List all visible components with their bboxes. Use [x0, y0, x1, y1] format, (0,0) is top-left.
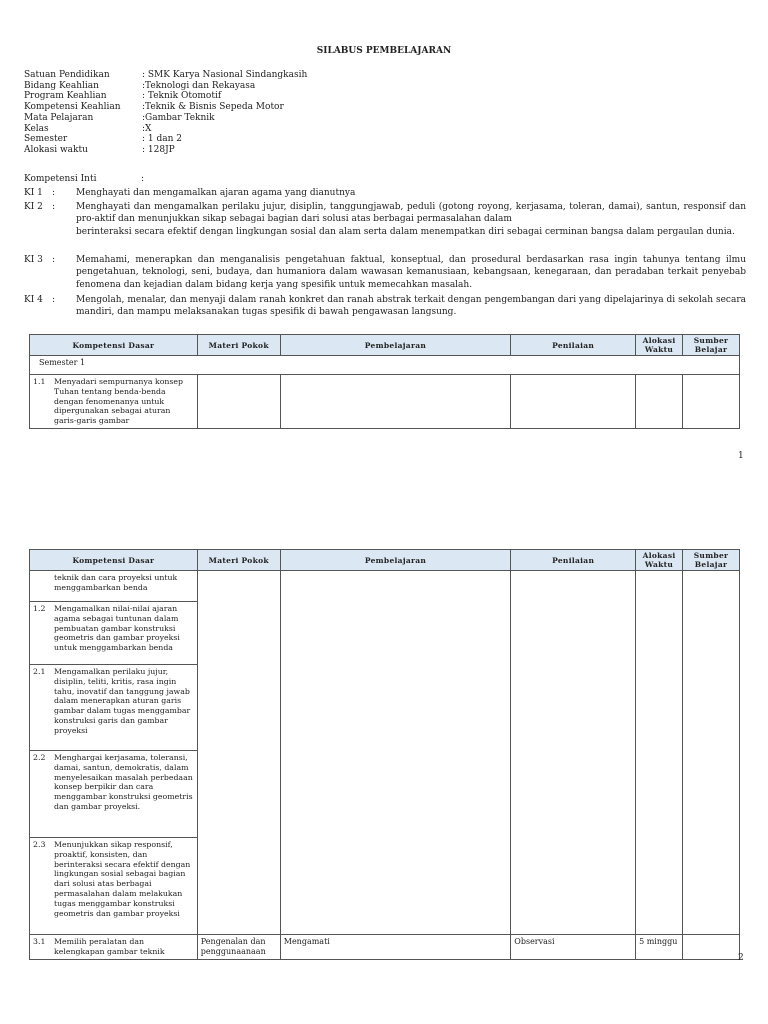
meta-value: :Teknologi dan Rekayasa — [142, 80, 256, 91]
kd-text: Mengamalkan nilai-nilai ajaran agama sebagai tuntunan dalam pembuatan gambar konstruksi geometris dan gambar proyeksi untuk menggambarkan benda — [54, 604, 180, 653]
table-row — [30, 571, 740, 602]
ki-heading — [24, 174, 145, 184]
page-number: 1 — [738, 451, 744, 461]
kd-number: 2.2 — [33, 753, 46, 762]
meta-value: :Teknik & Bisnis Sepeda Motor — [142, 102, 284, 113]
semester-label: Semester 1 — [30, 356, 740, 375]
meta-value: :X — [142, 123, 152, 134]
kd-number: 3.1 — [33, 937, 46, 946]
pembelajaran-cell: Mengamati — [280, 935, 511, 960]
header-penilaian: Penilaian — [511, 335, 636, 356]
meta-label: Bidang Keahlian — [24, 80, 99, 91]
kd-cell — [30, 571, 198, 602]
meta-value: : 128JP — [142, 144, 175, 155]
meta-row — [24, 91, 307, 102]
ki-colon: : — [52, 295, 56, 305]
meta-value: : Teknik Otomotif — [142, 91, 222, 102]
meta-label: Semester — [24, 134, 68, 145]
meta-label: Mata Pelajaran — [24, 112, 94, 123]
page-gap — [0, 470, 768, 520]
kd-cell — [30, 375, 198, 429]
kd-number: 2.1 — [33, 667, 46, 676]
ki-item-3 — [24, 254, 746, 291]
kd-text: Menghargai kerjasama, toleransi, damai, santun, demokratis, dalam menyelesaikan masalah perbedaan konsep berpikir dan cara menggambar konstruksi geometris dan gambar proyeksi. — [54, 753, 193, 811]
ki-item-4 — [24, 294, 746, 319]
page-2 — [0, 520, 768, 1024]
kd-text: teknik dan cara proyeksi untuk menggambarkan benda — [54, 573, 178, 592]
sumber-cell — [683, 571, 740, 935]
kd-cell — [30, 665, 198, 751]
meta-row — [24, 81, 307, 92]
page-number: 2 — [738, 953, 744, 963]
alokasi-cell — [636, 571, 683, 935]
ki-text: Menghayati dan mengamalkan ajaran agama yang dianutnya — [76, 188, 356, 198]
meta-label: Alokasi waktu — [24, 144, 88, 155]
header-materi-pokok: Materi Pokok — [197, 550, 280, 571]
pembelajaran-cell — [280, 571, 511, 935]
ki-item-2 — [24, 201, 746, 238]
meta-value: : SMK Karya Nasional Sindangkasih — [142, 70, 308, 80]
header-kompetensi-dasar: Kompetensi Dasar — [30, 335, 198, 356]
header-alokasi-waktu: Alokasi Waktu — [636, 550, 683, 571]
ki-text-continued: berinteraksi secara efektif dengan lingkungan sosial dan alam serta dalam menempatkan diri sebagai cerminan bangsa dalam pergaulan dunia. — [76, 226, 735, 237]
table-row — [30, 375, 740, 429]
header-materi-pokok: Materi Pokok — [197, 335, 280, 356]
meta-row — [24, 70, 307, 81]
sumber-cell — [683, 375, 740, 429]
kd-text: Mengamalkan perilaku jujur, disiplin, teliti, kritis, rasa ingin tahu, inovatif dan tanggung jawab dalam menerapkan aturan garis gambar dalam tugas menggambar konstruksi garis dan gambar proyeksi — [54, 667, 191, 735]
kd-text: Memilih peralatan dan kelengkapan gambar teknik — [54, 937, 165, 956]
alokasi-cell: 5 minggu — [636, 935, 683, 960]
kd-number: 1.2 — [33, 604, 46, 613]
materi-cell — [197, 375, 280, 429]
pembelajaran-cell — [280, 375, 511, 429]
identity-block — [24, 70, 307, 156]
kd-cell — [30, 751, 198, 838]
header-pembelajaran: Pembelajaran — [280, 335, 511, 356]
alokasi-cell — [636, 375, 683, 429]
penilaian-cell — [511, 571, 636, 935]
header-penilaian: Penilaian — [511, 550, 636, 571]
meta-label: Kelas — [24, 123, 49, 134]
table-row — [30, 935, 740, 960]
ki-colon: : — [52, 188, 56, 198]
syllabus-table-page-2 — [29, 549, 740, 960]
syllabus-table-page-1 — [29, 334, 740, 429]
meta-row — [24, 102, 307, 113]
header-alokasi-waktu: Alokasi Waktu — [636, 335, 683, 356]
ki-heading-text: Kompetensi Inti — [24, 174, 97, 184]
meta-value: :Gambar Teknik — [142, 112, 215, 123]
ki-heading-colon: : — [141, 174, 145, 184]
ki-text: Mengolah, menalar, dan menyaji dalam ranah konkret dan ranah abstrak terkait dengan pengembangan dari yang dipelajarinya di sekolah secara mandiri, dan mampu melaksanakan tugas spesifik di bawah pengawasan langsung. — [76, 295, 746, 318]
kd-cell — [30, 935, 198, 960]
header-kompetensi-dasar: Kompetensi Dasar — [30, 550, 198, 571]
materi-cell — [197, 571, 280, 935]
ki-number: KI 2 — [24, 202, 43, 212]
kd-number: 1.1 — [33, 377, 46, 386]
penilaian-cell — [511, 375, 636, 429]
kd-number: 2.3 — [33, 840, 46, 849]
ki-text: Memahami, menerapkan dan menganalisis pengetahuan faktual, konseptual, dan prosedural berdasarkan rasa ingin tahunya tentang ilmu pengetahuan, teknologi, seni, budaya, dan humaniora dalam wawasan kemanusiaan, kebangsaan, kenegaraan, dan peradaban terkait penyebab fenomena dan kejadian dalam bidang kerja yang spesifik untuk memecahkan masalah. — [76, 255, 746, 290]
table-header-row — [30, 550, 740, 571]
meta-label: Satuan Pendidikan — [24, 70, 110, 80]
ki-colon: : — [52, 255, 56, 265]
document-title: SILABUS PEMBELAJARAN — [316, 46, 452, 56]
meta-row — [24, 134, 307, 145]
meta-row — [24, 113, 307, 124]
kd-cell — [30, 838, 198, 935]
ki-colon: : — [52, 202, 56, 212]
kd-cell — [30, 602, 198, 665]
ki-number: KI 3 — [24, 255, 43, 265]
materi-cell: Pengenalan dan penggunaanaan — [197, 935, 280, 960]
meta-label: Program Keahlian — [24, 91, 107, 102]
table-header-row — [30, 335, 740, 356]
meta-value: : 1 dan 2 — [142, 134, 182, 145]
ki-item-1 — [24, 187, 746, 199]
header-sumber-belajar: Sumber Belajar — [683, 550, 740, 571]
penilaian-cell: Observasi — [511, 935, 636, 960]
page-1 — [0, 0, 768, 470]
header-sumber-belajar: Sumber Belajar — [683, 335, 740, 356]
header-pembelajaran: Pembelajaran — [280, 550, 511, 571]
meta-row — [24, 145, 307, 156]
ki-text: Menghayati dan mengamalkan perilaku jujur, disiplin, tanggungjawab, peduli (gotong royong, kerjasama, toleran, damai), santun, responsif dan pro-aktif dan menunjukkan sikap sebagai bagian dari solusi atas berbagai permasalahan dalam — [76, 202, 746, 225]
sumber-cell — [683, 935, 740, 960]
ki-number: KI 1 — [24, 188, 43, 198]
meta-label: Kompetensi Keahlian — [24, 102, 121, 113]
ki-number: KI 4 — [24, 295, 43, 305]
semester-row — [30, 356, 740, 375]
kd-text: Menunjukkan sikap responsif, proaktif, konsisten, dan berinteraksi secara efektif dengan lingkungan sosial sebagai bagian dari solusi atas berbagai permasalahan dalam melakukan tugas menggambar konstruksi geometris dan gambar proyeksi — [54, 840, 191, 918]
kd-text: Menyadari sempurnanya konsep Tuhan tentang benda-benda dengan fenomenanya untuk dipergunakan sebagai aturan garis-garis gambar — [54, 377, 184, 426]
meta-row — [24, 124, 307, 135]
